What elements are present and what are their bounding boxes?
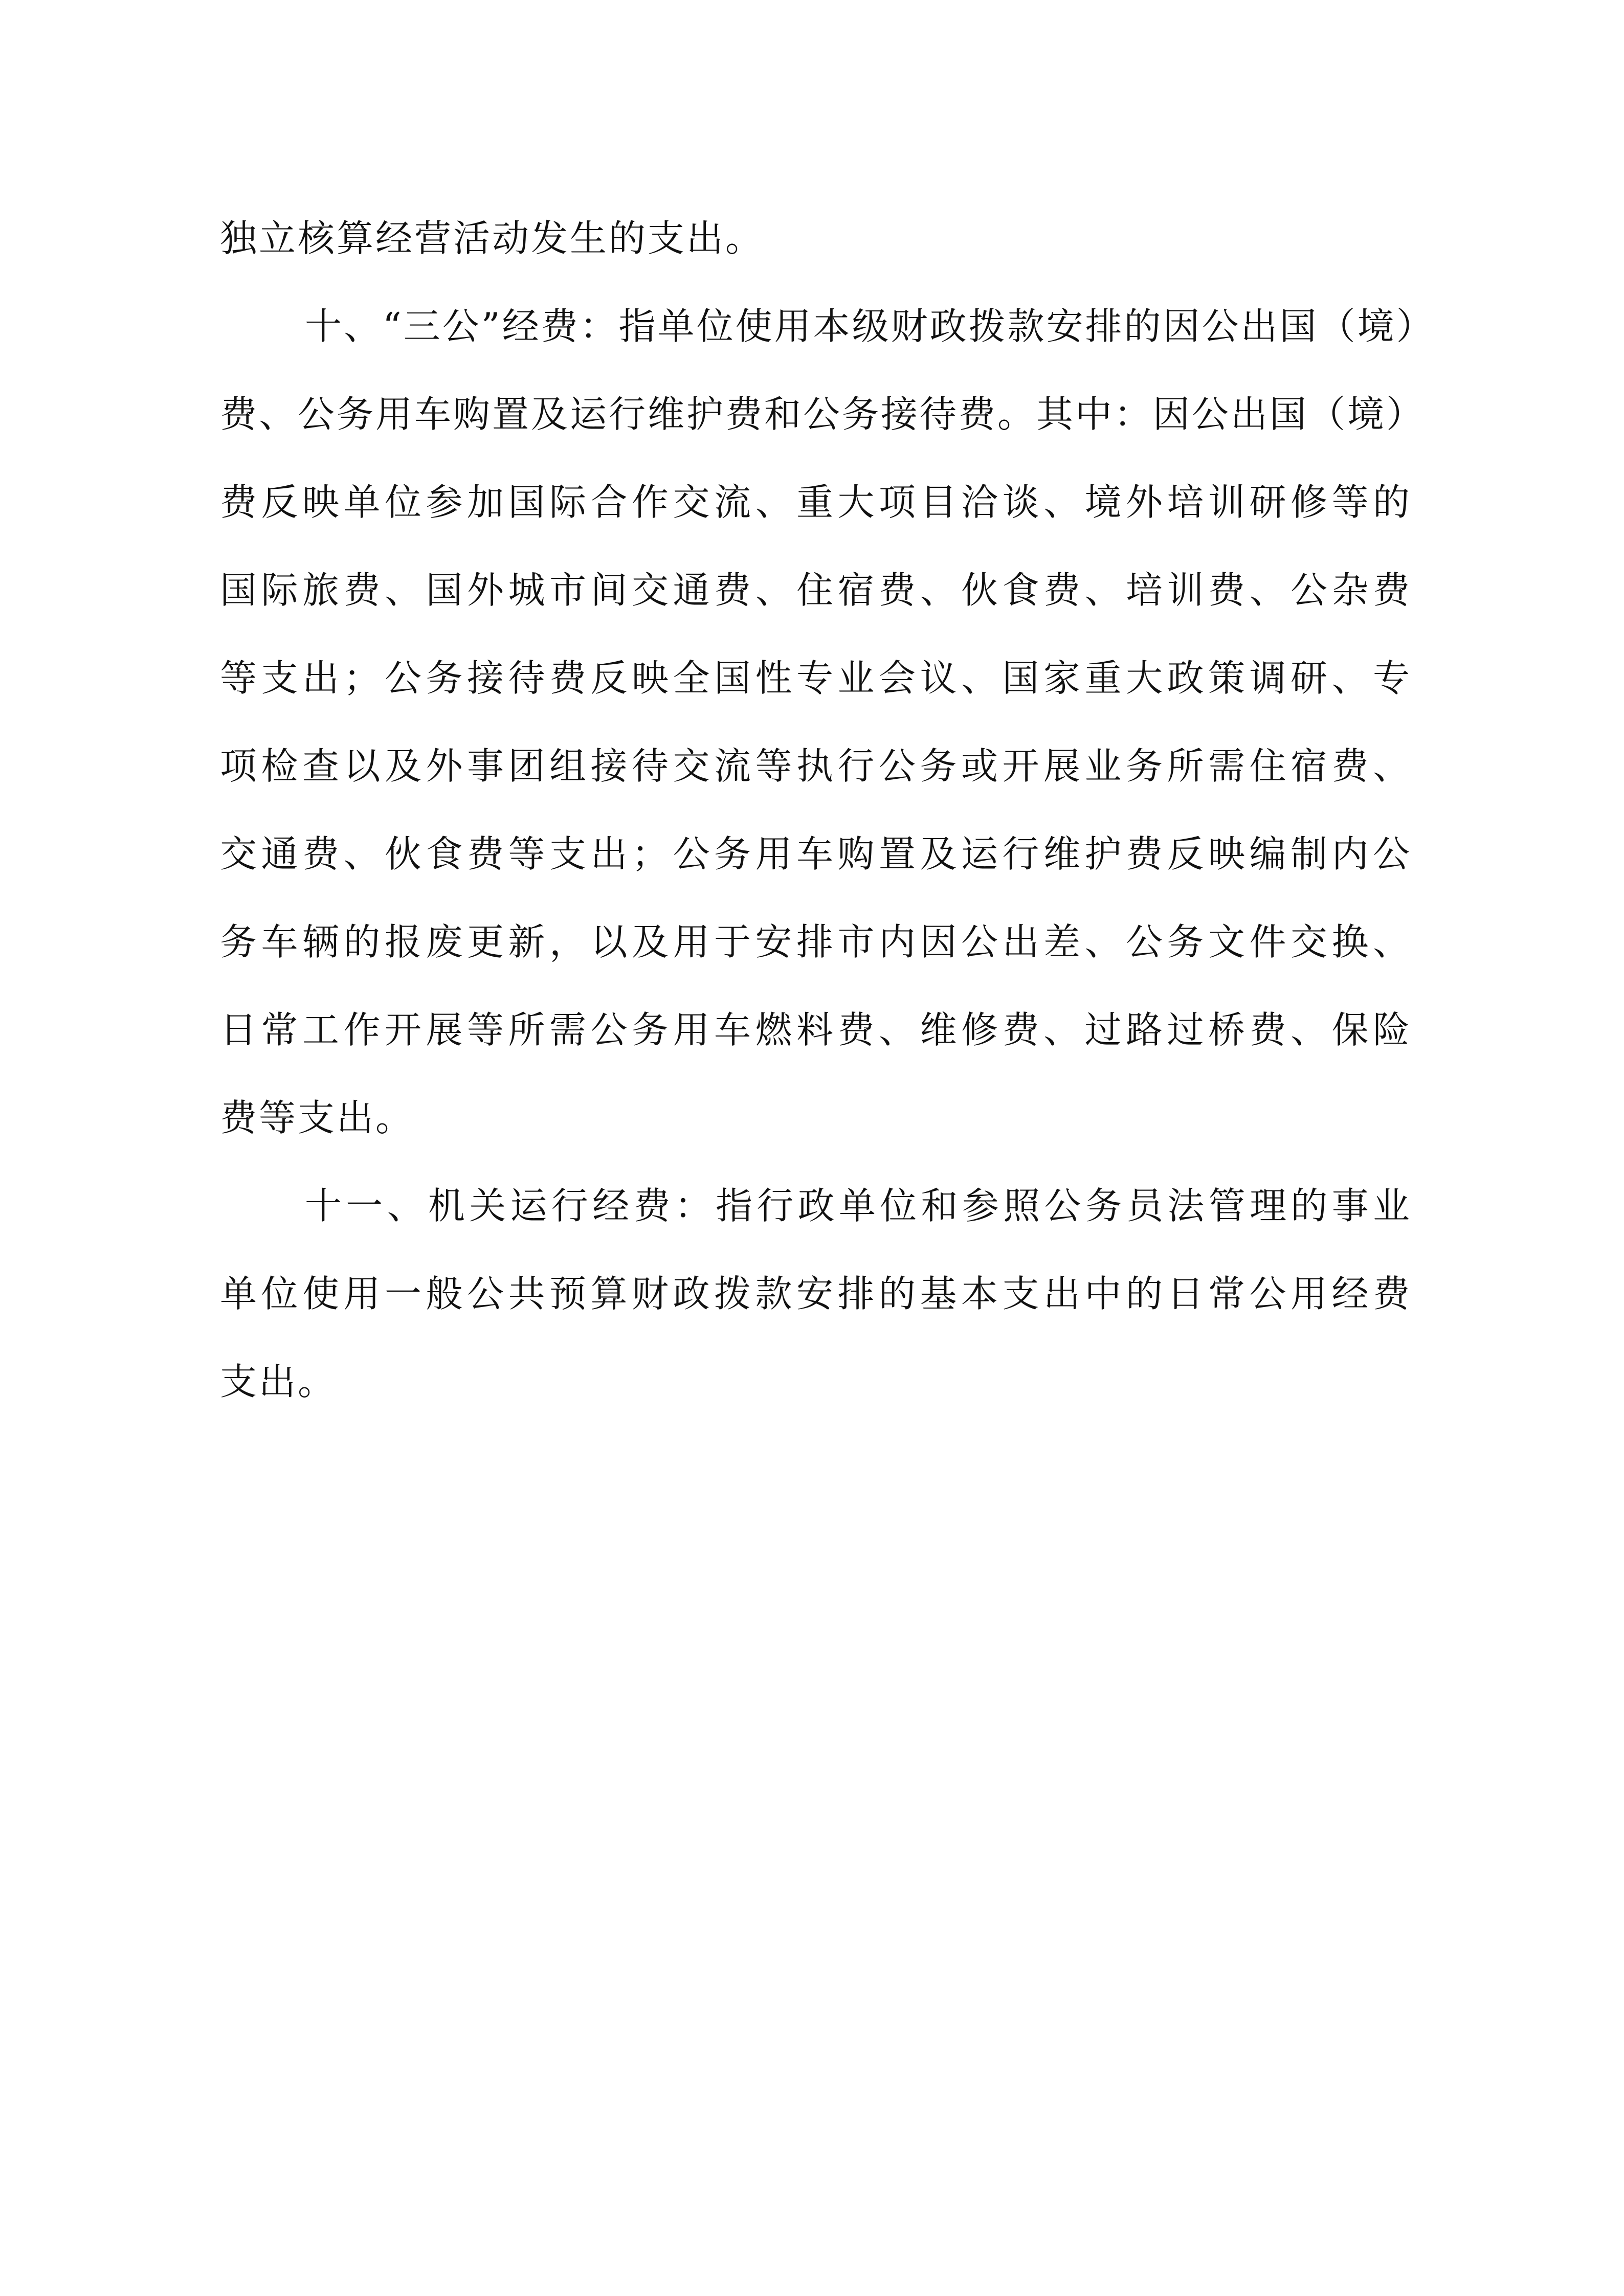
document-body bbox=[220, 194, 1435, 1426]
text-line: 项检查以及外事团组接待交流等执行公务或开展业务所需住宿费、 bbox=[220, 745, 1412, 787]
text-line: 单位使用一般公共预算财政拨款安排的基本支出中的日常公用经费 bbox=[220, 1272, 1412, 1315]
text-line: 十一、机关运行经费：指行政单位和参照公务员法管理的事业 bbox=[305, 1184, 1412, 1227]
text-line: 国际旅费、国外城市间交通费、住宿费、伙食费、培训费、公杂费 bbox=[220, 569, 1412, 612]
text-line: 独立核算经营活动发生的支出。 bbox=[220, 217, 765, 260]
text-line: 务车辆的报废更新，以及用于安排市内因公出差、公务文件交换、 bbox=[220, 920, 1412, 963]
text-line: 费、公务用车购置及运行维护费和公务接待费。其中：因公出国（境） bbox=[220, 393, 1426, 436]
text-line: 费反映单位参加国际合作交流、重大项目洽谈、境外培训研修等的 bbox=[220, 481, 1412, 524]
paragraph-operating-expenses bbox=[220, 1162, 1412, 1426]
text-line: 费等支出。 bbox=[220, 1096, 415, 1139]
text-line: 十、“三公”经费：指单位使用本级财政拨款安排的因公出国（境） bbox=[305, 305, 1435, 348]
text-line: 等支出；公务接待费反映全国性专业会议、国家重大政策调研、专 bbox=[220, 657, 1412, 700]
text-line: 日常工作开展等所需公务用车燃料费、维修费、过路过桥费、保险 bbox=[220, 1008, 1412, 1051]
paragraph-continuation bbox=[220, 194, 1412, 282]
text-line: 交通费、伙食费等支出；公务用车购置及运行维护费反映编制内公 bbox=[220, 832, 1412, 875]
text-line: 支出。 bbox=[220, 1360, 337, 1403]
paragraph-three-public-expenses bbox=[220, 282, 1435, 1162]
